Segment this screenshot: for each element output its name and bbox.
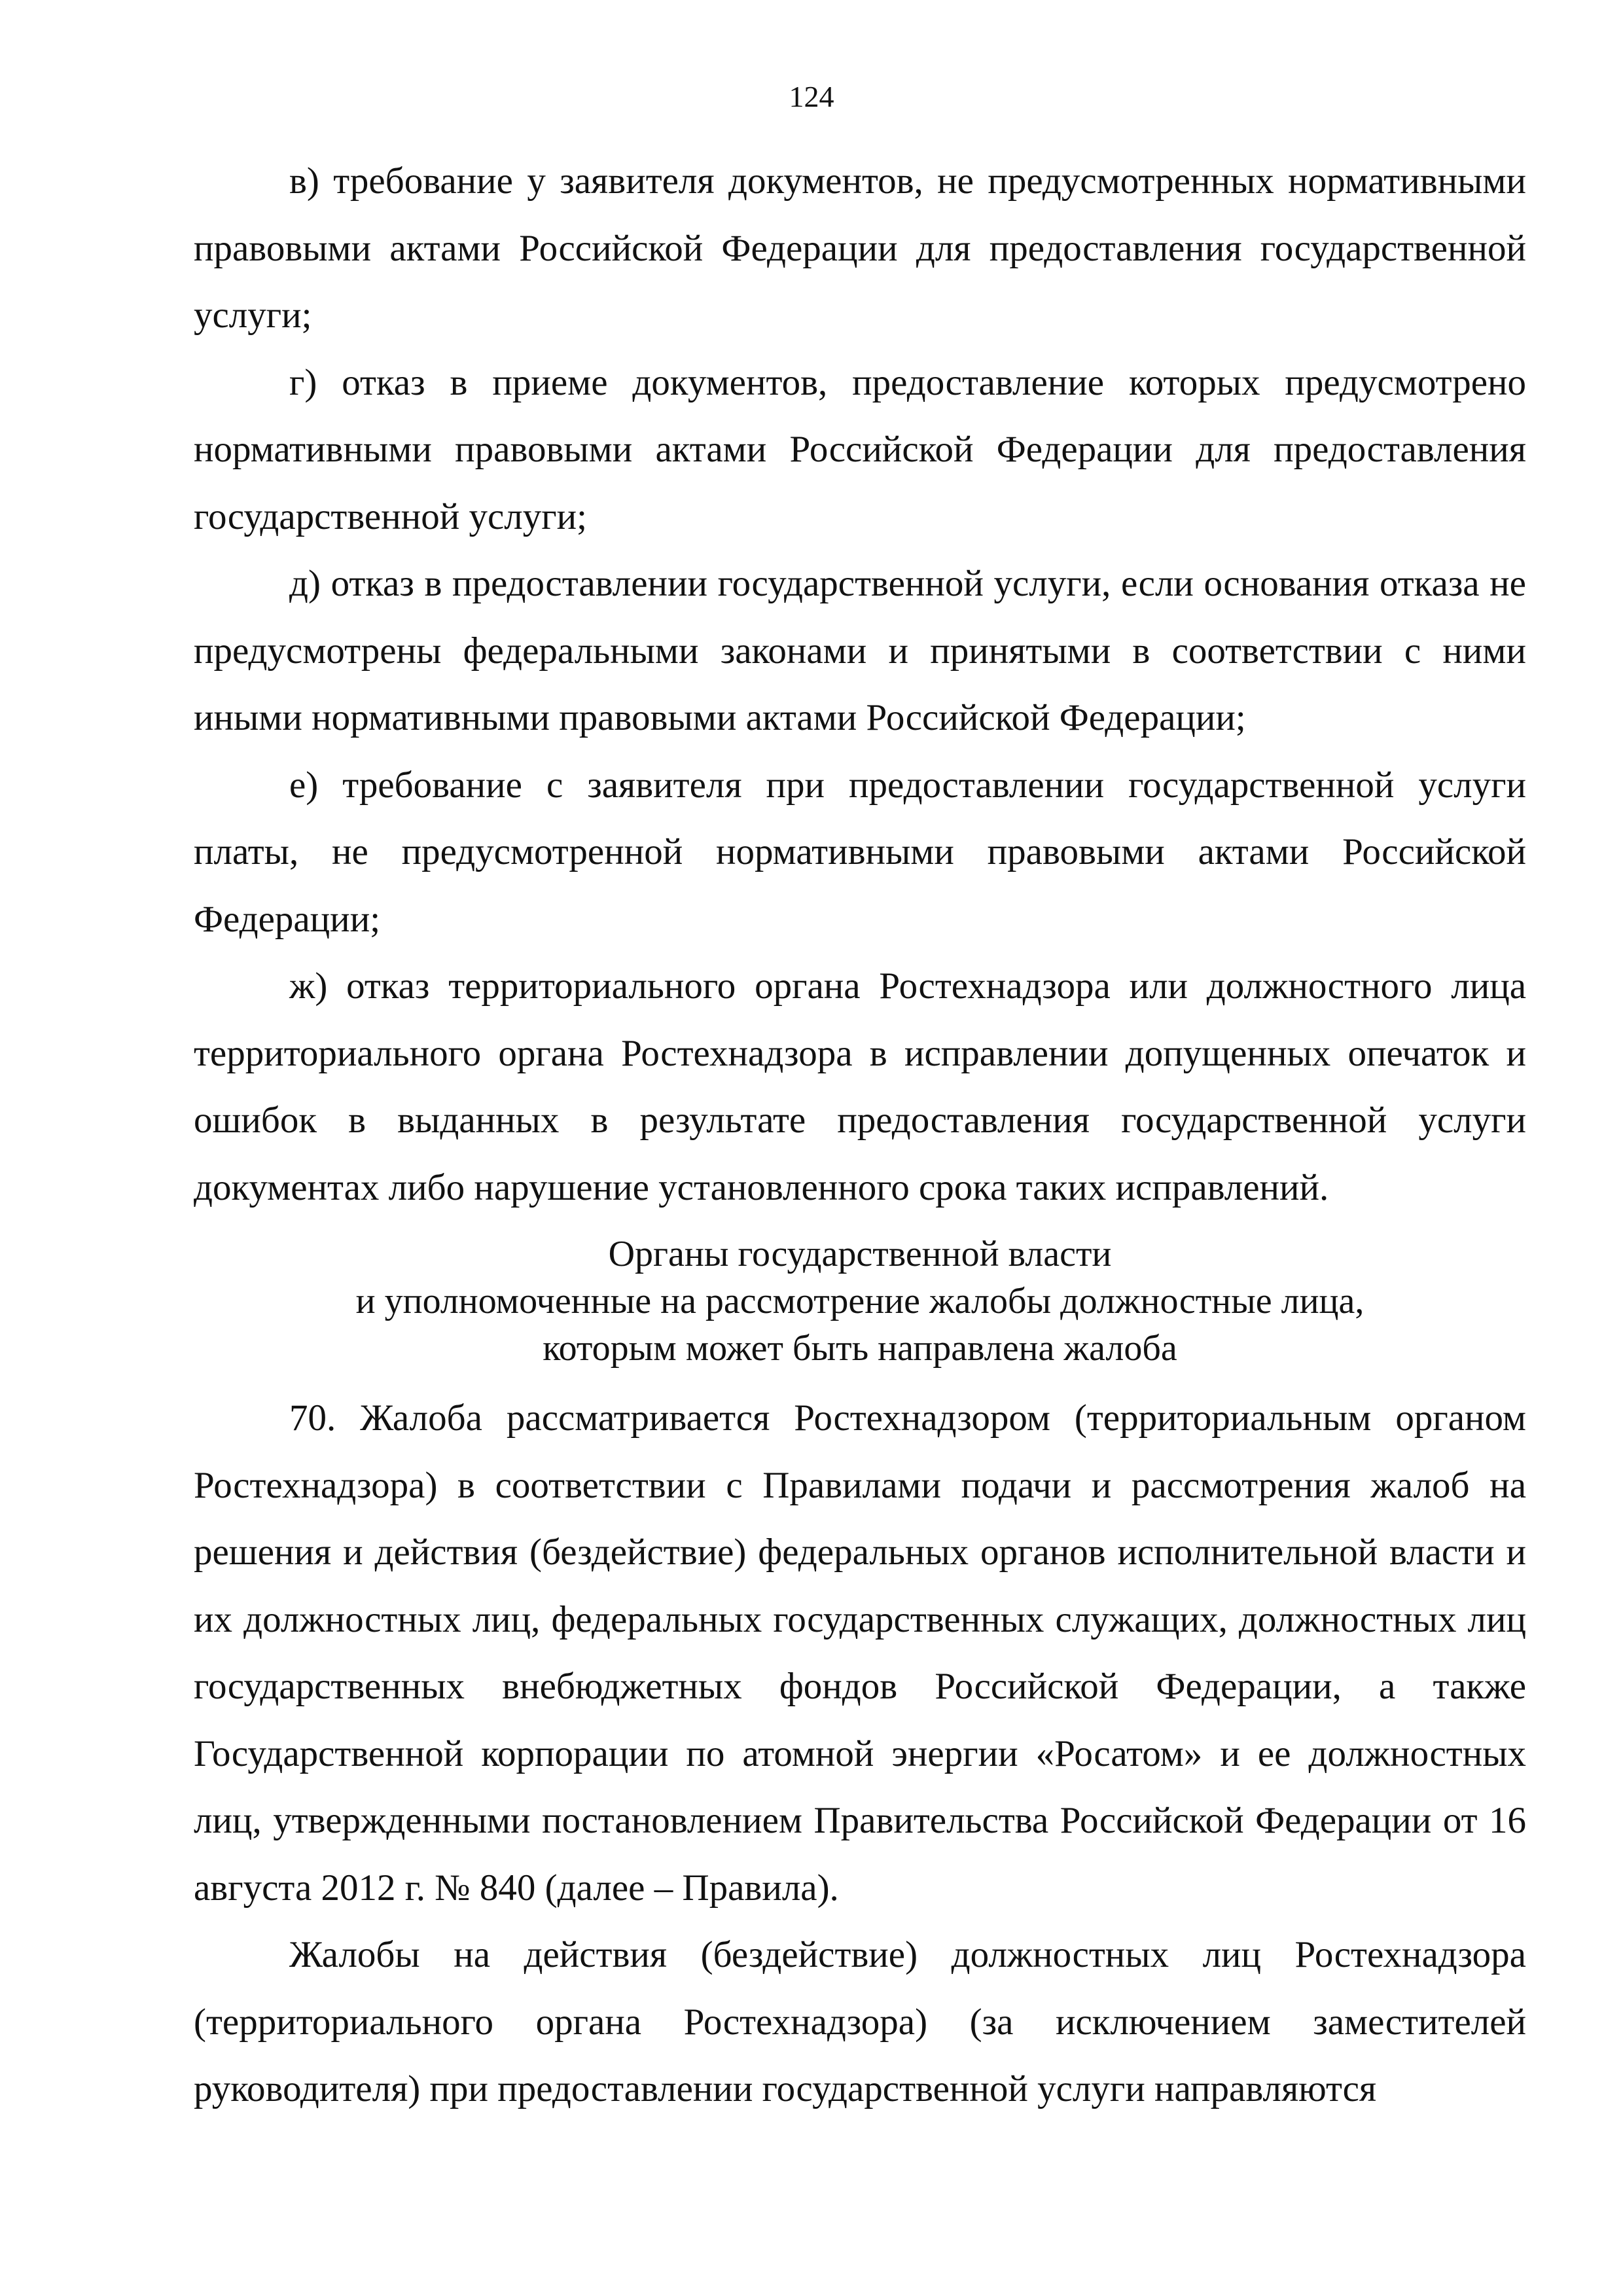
section-heading-line-2: и уполномоченные на рассмотрение жалобы должностные лица, [355, 1281, 1364, 1321]
paragraph-70: 70. Жалоба рассматривается Ростехнадзором (территориальным органом Ростехнадзора) в соответствии с Правилами подачи и рассмотрения жалоб на решения и действия (бездействие) федеральных органов исполнительной власти и их должностных лиц, федеральных государственных служащих, должностных лиц государственных внебюджетных фондов Российской Федерации, а также Государственной корпорации по атомной энергии «Росатом» и ее должностных лиц, утвержденными постановлением Правительства Российской Федерации от 16 августа 2012 г. № 840 (далее – Правила). [194, 1397, 1526, 1909]
section-heading [194, 1230, 1526, 1372]
list-item-e: е) требование с заявителя при предоставлении государственной услуги платы, не предусмотренной нормативными правовыми актами Российской Федерации; [194, 764, 1526, 940]
section-heading-line-1: Органы государственной власти [608, 1234, 1112, 1274]
paragraph-complaints: Жалобы на действия (бездействие) должностных лиц Ростехнадзора (территориального органа Ростехнадзора) (за исключением заместителей руководителя) при предоставлении государственной услуги направляются [194, 1934, 1526, 2109]
list-item-d: д) отказ в предоставлении государственной услуги, если основания отказа не предусмотрены федеральными законами и принятыми в соответствии с ними иными нормативными правовыми актами Российской Федерации; [194, 563, 1526, 738]
page-number: 124 [789, 80, 834, 113]
list-item-g: г) отказ в приеме документов, предоставление которых предусмотрено нормативными правовыми актами Российской Федерации для предоставления государственной услуги; [194, 361, 1526, 537]
list-item-zh: ж) отказ территориального органа Ростехнадзора или должностного лица территориального органа Ростехнадзора в исправлении допущенных опечаток и ошибок в выданных в результате предоставления государственной услуги документах либо нарушение установленного срока таких исправлений. [194, 965, 1526, 1208]
document-body [194, 148, 1526, 2123]
section-heading-line-3: которым может быть направлена жалоба [543, 1328, 1177, 1369]
list-item-v: в) требование у заявителя документов, не предусмотренных нормативными правовыми актами Российской Федерации для предоставления государственной услуги; [194, 160, 1526, 336]
